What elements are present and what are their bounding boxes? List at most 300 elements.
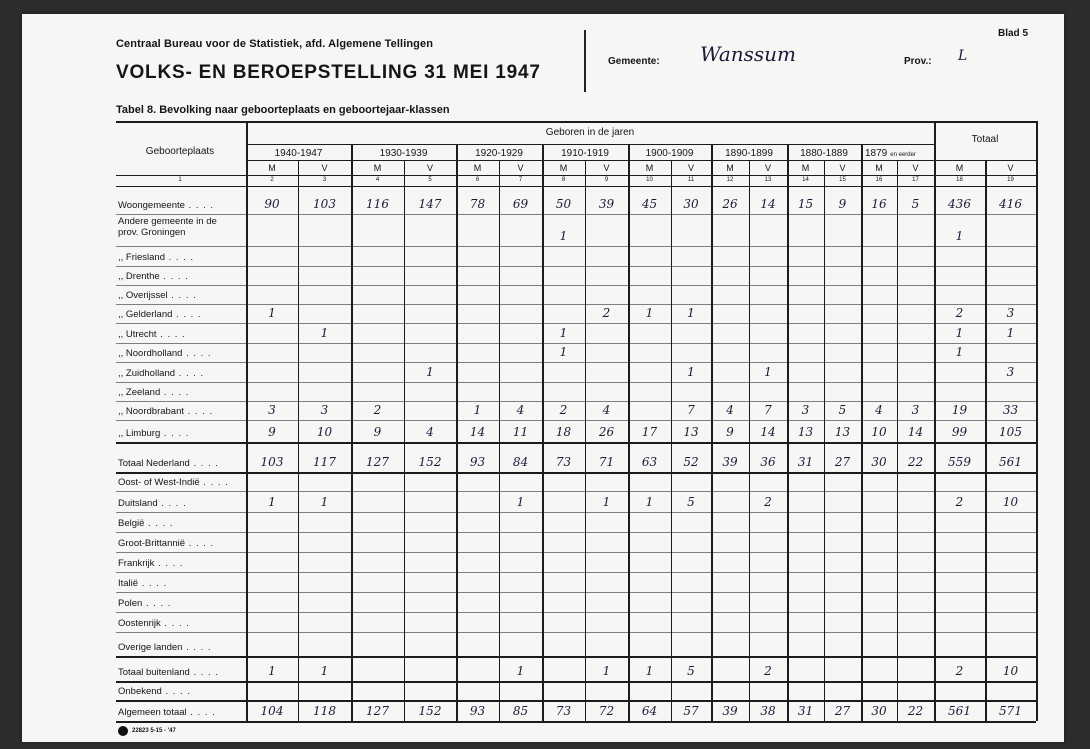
row-rule [116,552,1036,553]
row-label-text: ,, Friesland [118,252,165,263]
column-divider [749,160,750,721]
row-label [118,686,191,697]
cell-value: 436 [948,197,971,211]
cell-value: 2 [373,403,382,417]
header-divider [584,30,586,92]
leader-dots: . . . . [138,578,168,589]
column-divider [671,160,672,721]
cell-value: 14 [469,425,486,439]
row-label [118,598,171,609]
cell-value: 84 [512,455,529,469]
cell-value: 5 [911,197,920,211]
row-label [118,271,189,282]
leader-dots: . . . . [160,618,190,629]
column-divider [499,160,500,721]
row-label-text: ,, Noordbrabant [118,406,185,417]
cell-value: 30 [871,704,887,718]
cell-value: 26 [598,425,615,439]
row-label [118,458,219,469]
cell-value: 9 [838,197,847,211]
row-label [118,618,190,629]
cell-value: 3 [911,403,920,417]
row-rule [116,721,1036,723]
cell-value: 1 [602,664,611,678]
table-title: Tabel 8. Bevolking naar geboorteplaats en geboortejaar-klassen [116,104,450,116]
year-group-label: 1880-1889 [800,148,848,159]
table-top-rule [116,121,1036,123]
sex-label: V [912,163,919,173]
leader-dots: . . . . [144,518,174,529]
leader-dots: . . . . [189,458,219,469]
cell-value: 2 [602,306,611,320]
cell-value: 10 [316,425,333,439]
year-group-label: 1879 en eerder [865,148,916,159]
row-rule [116,532,1036,533]
cell-value: 4 [426,425,434,439]
cell-value: 30 [871,455,887,469]
column-divider [897,160,898,721]
row-label-text: ,, Drenthe [118,271,160,282]
leader-dots: . . . . [175,368,205,379]
cell-value: 38 [760,704,776,718]
cell-value: 9 [726,425,734,439]
cell-value: 3 [320,403,329,417]
cell-value: 7 [687,403,695,417]
printer-mark-icon [118,726,128,736]
gemeente-label: Gemeente: [608,56,660,67]
cell-value: 14 [760,425,776,439]
column-divider [246,121,248,721]
row-rule [116,592,1036,593]
row-rule [116,420,1036,421]
year-rule [246,160,1036,161]
row-label [118,518,174,529]
sex-rule [116,175,1036,176]
cell-value: 1 [559,345,568,359]
cell-value: 4 [875,403,883,417]
column-divider [1036,121,1038,721]
row-label-line: Andere gemeente in de [118,216,217,227]
cell-value: 5 [687,495,695,509]
cell-value: 31 [797,704,814,718]
leader-dots: . . . . [184,406,214,417]
row-label [118,642,212,653]
colnum-rule [116,186,1036,187]
row-label-text: Groot-Brittannië [118,538,186,549]
row-label-text: Oostenrijk [118,618,161,629]
column-divider [985,160,987,721]
sex-label: V [1007,163,1014,173]
row-rule [116,214,1036,215]
leader-dots: . . . . [182,348,212,359]
cell-value: 15 [797,197,814,211]
row-label-text: Totaal Nederland [118,458,190,469]
row-rule [116,632,1036,633]
cell-value: 39 [722,704,738,718]
cell-value: 1 [955,345,964,359]
row-label [118,428,189,439]
cell-value: 52 [683,455,699,469]
row-label [118,368,204,379]
row-label-text: ,, Overijssel [118,290,168,301]
organization-name: Centraal Bureau voor de Statistiek, afd. Algemene Tellingen [116,38,434,50]
sex-label: M [955,163,964,173]
cell-value: 416 [999,197,1022,211]
totaal-header: Totaal [971,134,999,145]
cell-value: 2 [764,664,772,678]
row-label-text: Woongemeente [118,200,185,211]
year-group-label: 1910-1919 [561,148,609,159]
cell-value: 30 [683,197,699,211]
cell-value: 1 [268,664,276,678]
cell-value: 3 [268,403,276,417]
column-number: 14 [802,177,809,183]
page-number: Blad 5 [998,28,1029,39]
cell-value: 2 [955,664,964,678]
cell-value: 105 [999,425,1022,439]
row-label-text: Frankrijk [118,558,155,569]
column-number: 19 [1007,177,1014,183]
row-rule [116,266,1036,267]
year-group-label: 1890-1899 [725,148,773,159]
cell-value: 93 [469,455,486,469]
row-rule [116,572,1036,573]
cell-value: 1 [645,306,654,320]
leader-dots: . . . . [160,387,190,398]
sex-label: M [268,163,276,173]
province-label: Prov.: [904,56,932,67]
cell-value: 19 [951,403,968,417]
cell-value: 1 [559,229,568,243]
cell-value: 64 [641,704,658,718]
cell-value: 9 [373,425,382,439]
row-rule [116,491,1036,492]
cell-value: 1 [559,326,568,340]
year-group-suffix: en eerder [890,152,916,158]
cell-value: 93 [469,704,486,718]
geboren-header: Geboren in de jaren [545,127,635,138]
row-rule [116,246,1036,247]
cell-value: 73 [555,704,572,718]
sex-label: M [645,163,654,173]
cell-value: 57 [683,704,699,718]
leader-dots: . . . . [156,329,186,340]
row-label-text: ,, Zuidholland [118,368,176,379]
row-rule [116,700,1036,702]
cell-value: 13 [683,425,699,439]
row-label-text: ,, Gelderland [118,309,173,320]
row-label-text: ,, Noordholland [118,348,183,359]
row-label-text: ,, Utrecht [118,329,157,340]
row-rule [116,612,1036,613]
row-label [118,477,229,488]
leader-dots: . . . . [186,707,216,718]
year-group-label: 1920-1929 [475,148,523,159]
row-label [118,387,189,398]
cell-value: 27 [834,704,851,718]
column-divider [934,121,936,721]
cell-value: 1 [320,495,329,509]
column-number: 3 [322,177,327,183]
sex-label: M [473,163,482,173]
cell-value: 1 [473,403,482,417]
row-label-text: ,, Zeeland [118,387,161,398]
row-rule [116,512,1036,513]
cell-value: 17 [641,425,658,439]
leader-dots: . . . . [165,252,195,263]
row-label [118,667,219,678]
cell-value: 3 [1006,365,1015,379]
cell-value: 63 [641,455,658,469]
cell-value: 103 [260,455,284,469]
row-label-text: België [118,518,145,529]
leader-dots: . . . . [189,667,219,678]
sex-label: M [373,163,382,173]
cell-value: 152 [418,455,442,469]
column-divider [585,160,586,721]
cell-value: 1 [1006,326,1015,340]
cell-value: 152 [418,704,442,718]
row-label [118,252,194,263]
row-label [118,707,216,718]
cell-value: 7 [764,403,772,417]
cell-value: 9 [268,425,276,439]
sex-label: M [726,163,734,173]
year-group-label: 1940-1947 [274,148,323,159]
cell-value: 1 [320,664,329,678]
column-number: 18 [956,177,963,183]
column-number: 1 [178,177,182,183]
row-label [118,538,214,549]
cell-value: 1 [516,664,525,678]
cell-value: 2 [559,403,568,417]
cell-value: 3 [801,403,810,417]
cell-value: 39 [598,197,615,211]
sex-label: V [839,163,846,173]
cell-value: 561 [948,704,971,718]
sex-label: M [801,163,810,173]
cell-value: 1 [955,229,964,243]
row-rule [116,681,1036,683]
leader-dots: . . . . [142,598,172,609]
cell-value: 1 [516,495,525,509]
cell-value: 1 [426,365,434,379]
sex-label: V [603,163,610,173]
cell-value: 1 [602,495,611,509]
cell-value: 11 [512,425,529,439]
cell-value: 118 [313,704,336,718]
column-number: 12 [726,177,734,183]
column-number: 9 [604,177,609,183]
leader-dots: . . . . [184,200,215,211]
gemeente-value: Wanssum [700,42,796,66]
row-label [118,558,184,569]
row-rule [116,323,1036,324]
cell-value: 1 [320,326,329,340]
cell-value: 117 [313,455,336,469]
cell-value: 85 [512,704,529,718]
cell-value: 22 [907,704,924,718]
cell-value: 4 [516,403,525,417]
cell-value: 14 [907,425,924,439]
column-number: 7 [518,177,523,183]
row-label [118,329,186,340]
row-label-text: Duitsland [118,498,158,509]
cell-value: 13 [834,425,851,439]
row-label [118,348,212,359]
cell-value: 561 [999,455,1022,469]
leader-dots: . . . . [182,642,212,653]
cell-value: 14 [760,197,776,211]
cell-value: 104 [260,704,284,718]
column-divider [824,160,825,721]
sex-label: V [687,163,694,173]
cell-value: 73 [555,455,572,469]
column-divider [404,160,405,721]
column-number: 8 [561,177,566,183]
cell-value: 127 [366,704,389,718]
sex-label: M [875,163,883,173]
sex-label: V [321,163,328,173]
row-label [118,498,187,509]
geboorteplaats-header: Geboorteplaats [145,146,215,157]
cell-value: 39 [722,455,738,469]
cell-value: 18 [555,425,572,439]
row-label [118,290,197,301]
cell-value: 1 [645,495,654,509]
cell-value: 4 [602,403,611,417]
sex-label: V [764,163,771,173]
cell-value: 5 [838,403,847,417]
row-label [118,406,213,417]
column-number: 11 [687,177,695,183]
cell-value: 10 [1002,664,1019,678]
row-label-text: Totaal buitenland [118,667,190,678]
leader-dots: . . . . [157,498,187,509]
year-group-label: 1930-1939 [379,148,428,159]
leader-dots: . . . . [185,538,215,549]
sex-label: M [559,163,568,173]
row-label-text: ,, Limburg [118,428,161,439]
cell-value: 10 [871,425,887,439]
province-value: L [958,48,968,64]
cell-value: 147 [418,197,442,211]
cell-value: 2 [764,495,772,509]
column-divider [298,160,299,721]
cell-value: 27 [834,455,851,469]
cell-value: 22 [907,455,924,469]
cell-value: 1 [955,326,964,340]
cell-value: 16 [871,197,887,211]
row-rule [116,343,1036,344]
print-code: 22823 5-15 - '47 [132,728,176,734]
column-number: 15 [839,177,846,183]
cell-value: 103 [313,197,336,211]
row-label [118,309,202,320]
row-rule [116,656,1036,658]
cell-value: 559 [948,455,971,469]
cell-value: 36 [760,455,776,469]
cell-value: 1 [687,306,695,320]
row-rule [116,401,1036,402]
leader-dots: . . . . [172,309,202,320]
cell-value: 78 [469,197,486,211]
cell-value: 1 [645,664,654,678]
cell-value: 90 [264,197,280,211]
cell-value: 99 [951,425,968,439]
cell-value: 71 [598,455,615,469]
cell-value: 1 [764,365,772,379]
cell-value: 33 [1002,403,1019,417]
cell-value: 571 [999,704,1022,718]
cell-value: 13 [797,425,814,439]
cell-value: 72 [598,704,615,718]
row-rule [116,304,1036,305]
cell-value: 69 [512,197,529,211]
row-label-text: Overige landen [118,642,183,653]
row-label [118,578,167,589]
cell-value: 1 [268,495,276,509]
row-label [118,216,217,238]
cell-value: 45 [641,197,658,211]
group-header-rule [246,144,934,145]
row-rule [116,362,1036,363]
cell-value: 1 [268,306,276,320]
row-label-line: prov. Groningen [118,227,186,238]
cell-value: 10 [1002,495,1019,509]
row-label [118,200,214,211]
cell-value: 1 [687,365,695,379]
row-rule [116,382,1036,383]
leader-dots: . . . . [160,428,190,439]
cell-value: 3 [1006,306,1015,320]
column-number: 16 [875,177,883,183]
row-label-text: Onbekend [118,686,162,697]
leader-dots: . . . . [159,271,189,282]
column-number: 5 [428,177,432,183]
sex-label: V [517,163,524,173]
row-label-text: Italië [118,578,139,589]
cell-value: 26 [722,197,738,211]
cell-value: 127 [366,455,389,469]
row-label-text: Algemeen totaal [118,707,187,718]
sex-label: V [426,163,433,173]
cell-value: 31 [797,455,814,469]
leader-dots: . . . . [161,686,191,697]
row-label-text: Polen [118,598,143,609]
cell-value: 116 [366,197,389,211]
row-rule [116,472,1036,474]
leader-dots: . . . . [154,558,184,569]
column-number: 17 [912,177,919,183]
column-number: 13 [764,177,772,183]
row-rule [116,442,1036,444]
cell-value: 2 [955,306,964,320]
column-number: 4 [375,177,380,183]
column-number: 2 [270,177,274,183]
cell-value: 4 [726,403,734,417]
year-group-label: 1900-1909 [645,148,694,159]
row-label-text: Oost- of West-Indië [118,477,200,488]
form-title: VOLKS- EN BEROEPSTELLING 31 MEI 1947 [116,62,541,83]
cell-value: 50 [555,197,572,211]
column-number: 10 [646,177,653,183]
row-rule [116,285,1036,286]
cell-value: 2 [955,495,964,509]
leader-dots: . . . . [199,477,229,488]
leader-dots: . . . . [167,290,197,301]
cell-value: 5 [687,664,695,678]
